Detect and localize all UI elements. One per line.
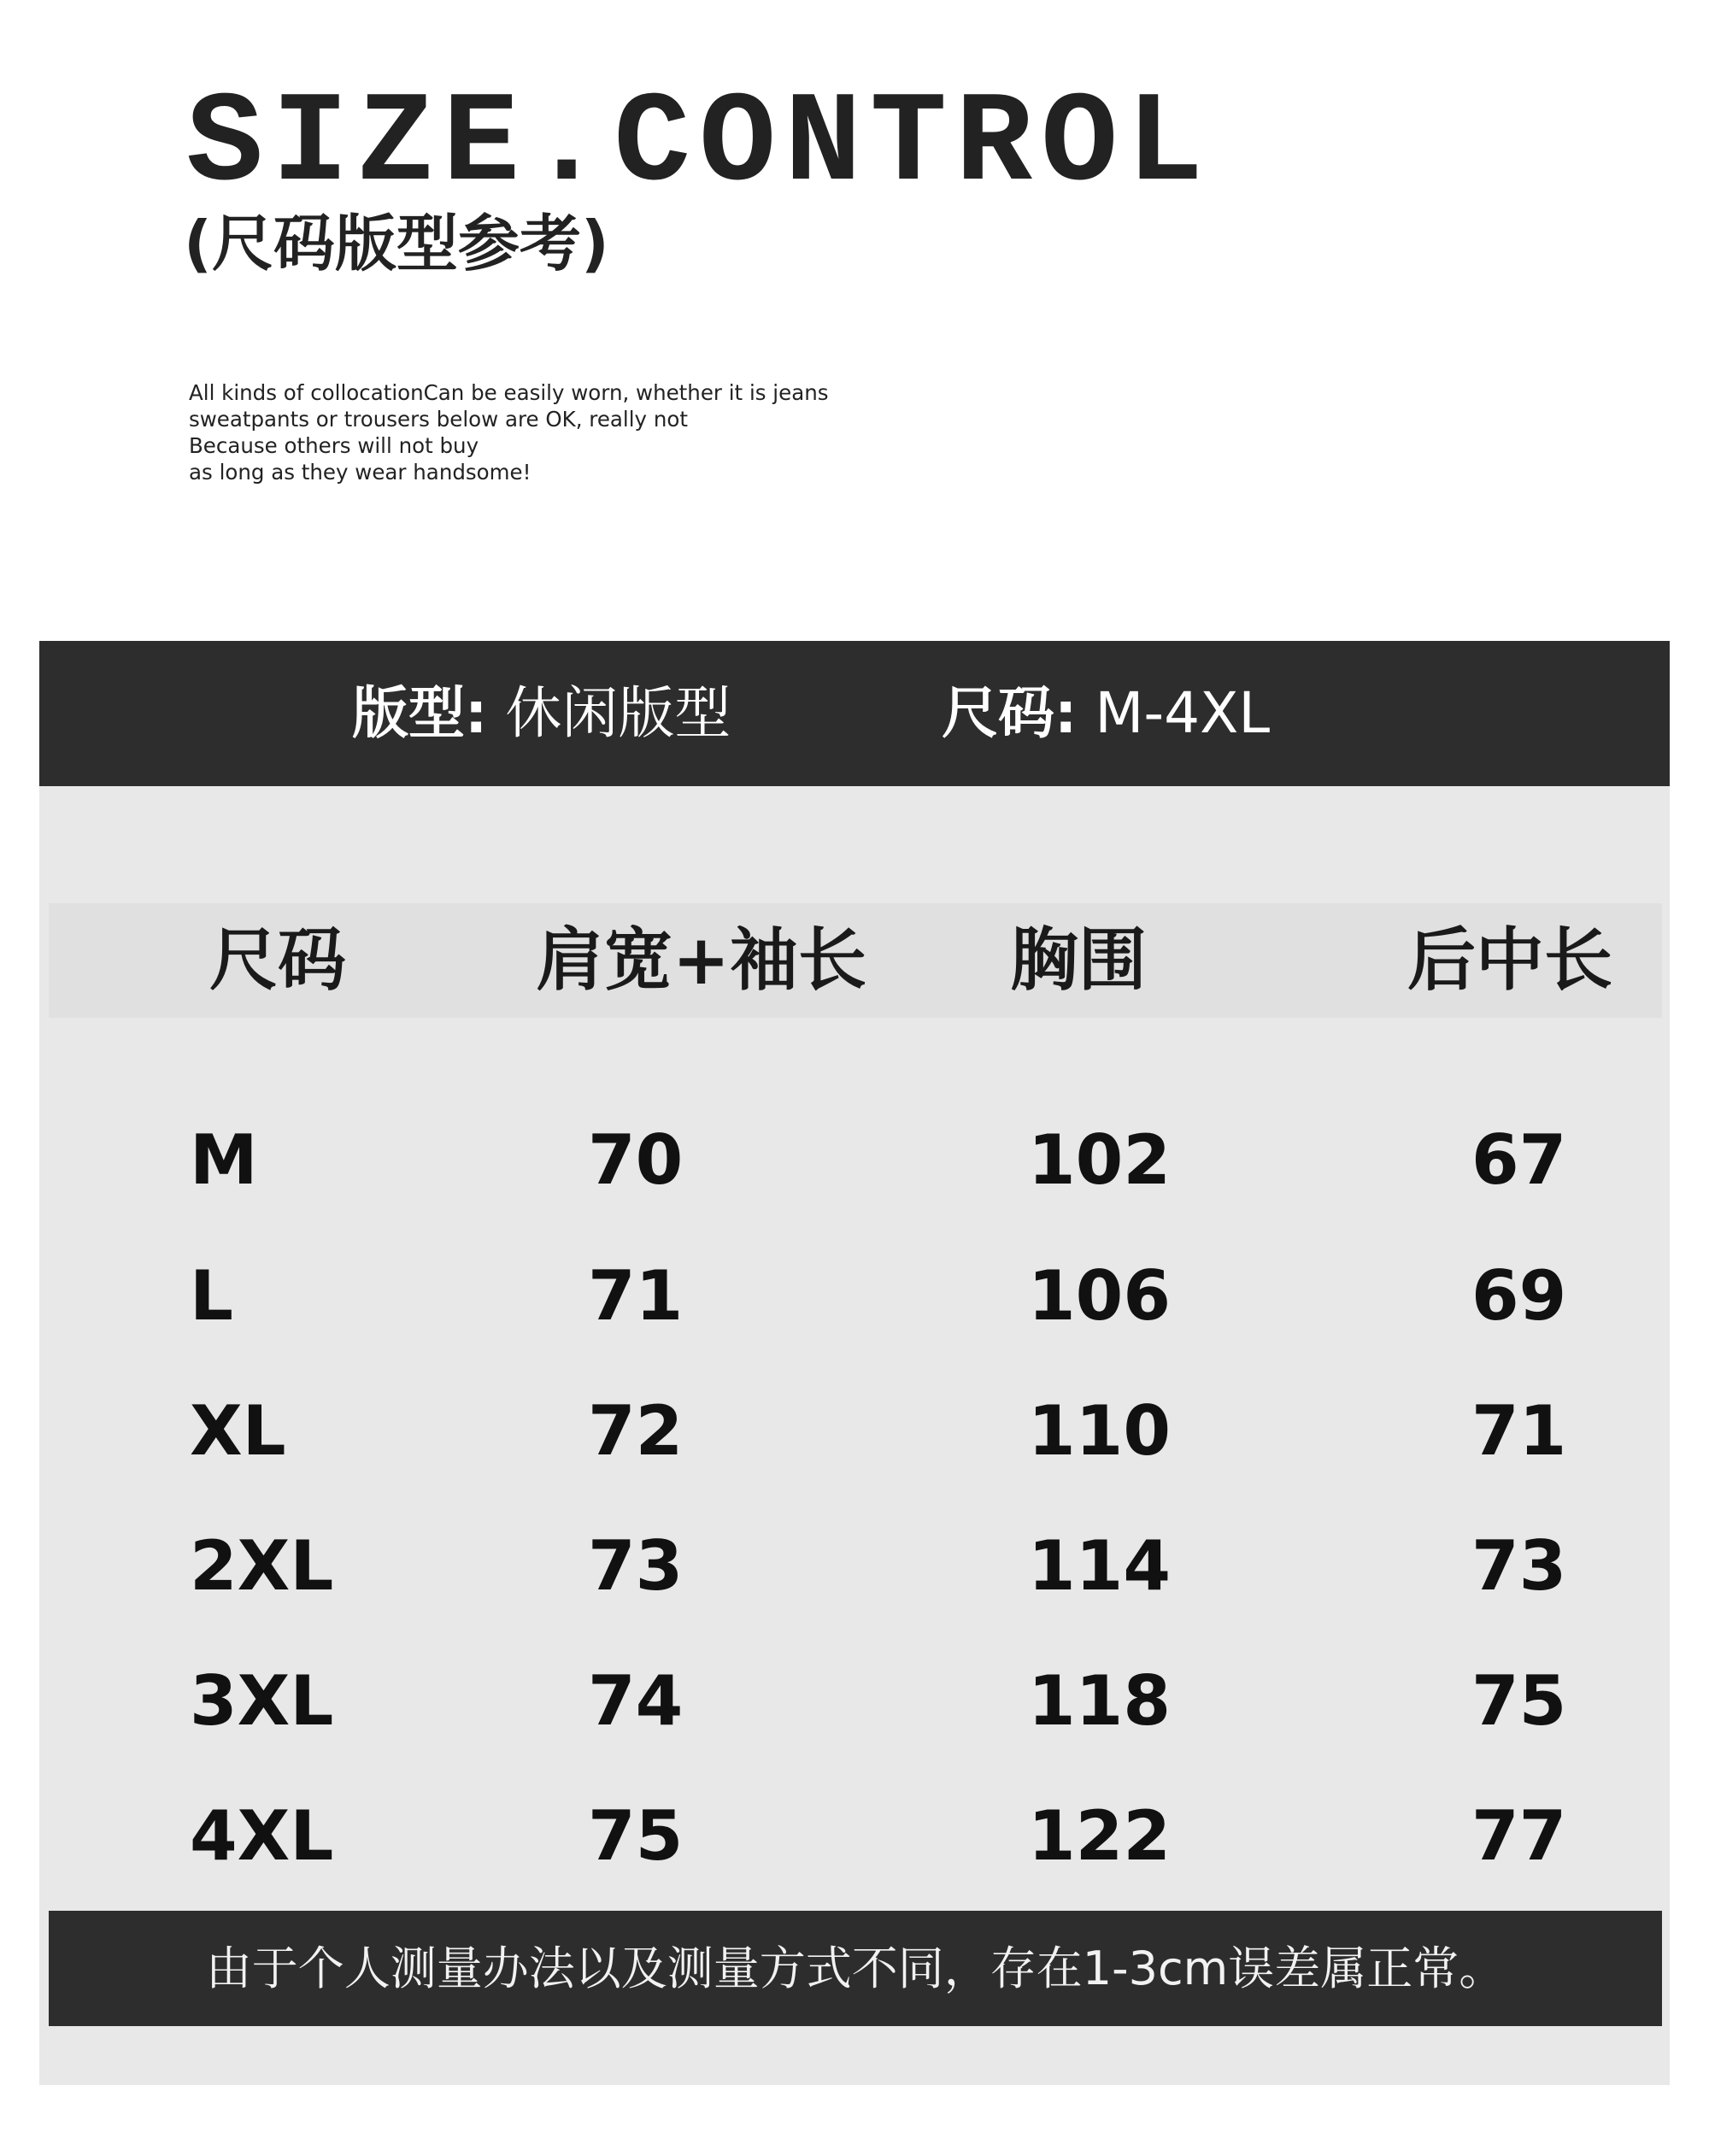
cell-shoulder-sleeve: 71	[588, 1256, 684, 1336]
cell-size: L	[190, 1256, 233, 1336]
page-title: SIZE.CONTROL	[186, 73, 1213, 218]
cell-back-length: 77	[1471, 1796, 1567, 1876]
cell-chest: 106	[1028, 1256, 1171, 1336]
table-row	[39, 1118, 1670, 1203]
cell-shoulder-sleeve: 70	[588, 1120, 684, 1200]
fit-value: 休闲版型	[505, 680, 731, 746]
fit-info	[352, 641, 731, 786]
column-header-chest: 胸围	[1010, 920, 1147, 1000]
table-row	[39, 1524, 1670, 1609]
description-line: Because others will not buy	[189, 433, 479, 458]
fit-label: 版型:	[352, 680, 488, 746]
cell-shoulder-sleeve: 74	[588, 1661, 684, 1741]
description-line: All kinds of collocationCan be easily worn, whether it is jeans	[189, 380, 829, 405]
page-subtitle: (尺码版型参考)	[184, 208, 609, 279]
cell-back-length: 73	[1471, 1526, 1567, 1606]
column-header-shoulder-sleeve: 肩宽+袖长	[536, 920, 867, 1000]
measurement-note-bar: 由于个人测量办法以及测量方式不同，存在1-3cm误差属正常。	[49, 1911, 1662, 2026]
description-text	[189, 379, 958, 485]
cell-shoulder-sleeve: 75	[588, 1796, 684, 1876]
cell-back-length: 75	[1471, 1661, 1567, 1741]
size-chart-panel	[39, 641, 1670, 2085]
table-row	[39, 1659, 1670, 1744]
cell-back-length: 67	[1471, 1120, 1567, 1200]
size-range-info	[942, 641, 1270, 786]
cell-chest: 110	[1028, 1391, 1171, 1471]
table-header-row	[49, 903, 1662, 1018]
description-line: sweatpants or trousers below are OK, really not	[189, 407, 688, 432]
cell-size: 3XL	[190, 1661, 334, 1741]
cell-chest: 114	[1028, 1526, 1171, 1606]
cell-chest: 122	[1028, 1796, 1171, 1876]
cell-size: XL	[190, 1391, 286, 1471]
column-header-size: 尺码	[209, 920, 346, 1000]
cell-back-length: 71	[1471, 1391, 1567, 1471]
description-line: as long as they wear handsome!	[189, 460, 531, 485]
table-row	[39, 1254, 1670, 1339]
cell-size: M	[190, 1120, 258, 1200]
table-row	[39, 1389, 1670, 1474]
cell-size: 4XL	[190, 1796, 334, 1876]
column-header-back-length: 后中长	[1407, 920, 1612, 1000]
cell-shoulder-sleeve: 72	[588, 1391, 684, 1471]
cell-shoulder-sleeve: 73	[588, 1526, 684, 1606]
size-chart-header-bar	[39, 641, 1670, 786]
cell-chest: 102	[1028, 1120, 1171, 1200]
cell-chest: 118	[1028, 1661, 1171, 1741]
table-row	[39, 1794, 1670, 1879]
size-range-label: 尺码:	[942, 680, 1078, 746]
cell-size: 2XL	[190, 1526, 334, 1606]
size-range-value: M-4XL	[1095, 680, 1271, 746]
cell-back-length: 69	[1471, 1256, 1567, 1336]
